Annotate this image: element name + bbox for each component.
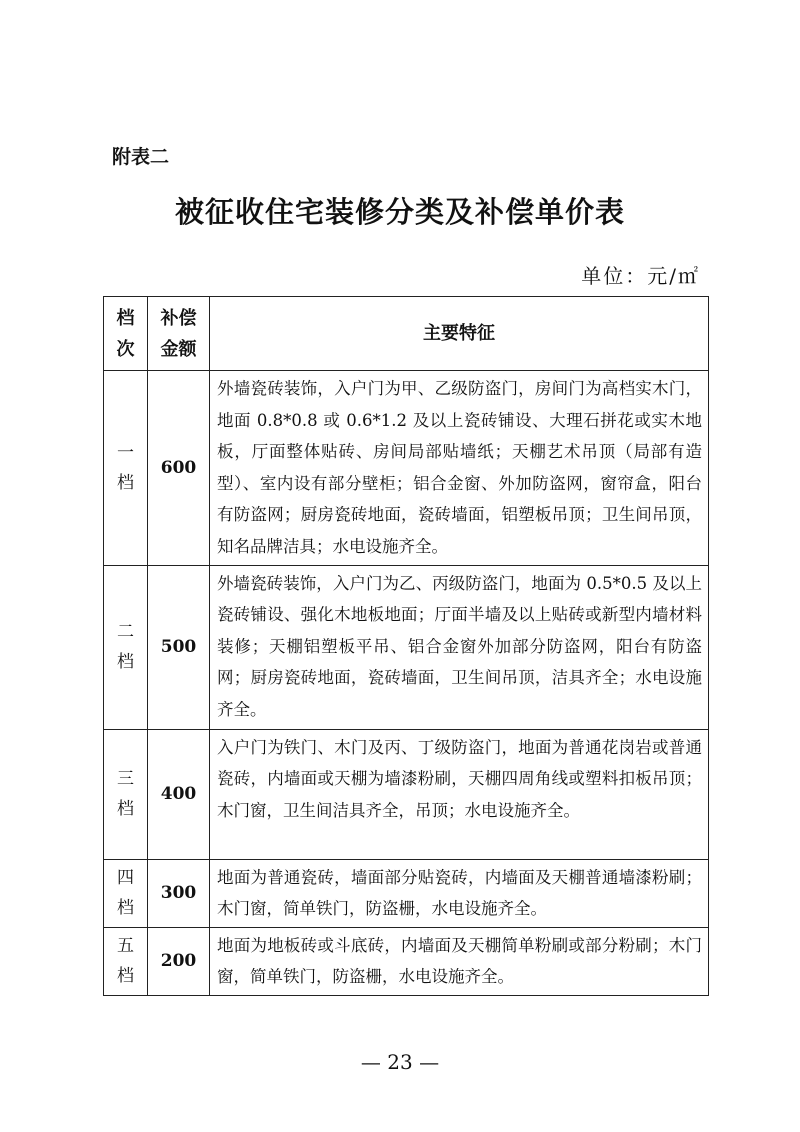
features-cell: 地面为地板砖或斗底砖，内墙面及天棚简单粉刷或部分粉刷；木门窗，简单铁门，防盗栅，水电设施齐全。	[210, 927, 709, 995]
table-row	[104, 371, 709, 566]
table-header-row	[104, 297, 709, 371]
table-row	[104, 565, 709, 729]
header-amount	[148, 297, 210, 371]
grade-char: 档	[117, 799, 134, 820]
page-title: 被征收住宅装修分类及补偿单价表	[174, 195, 625, 229]
header-amount-line1: 补偿	[160, 307, 197, 329]
grade-char: 档	[117, 966, 134, 987]
table-row	[104, 729, 709, 859]
amount-cell: 500	[148, 565, 210, 729]
amount-cell: 200	[148, 927, 210, 995]
grade-cell	[104, 371, 148, 566]
page-number: — 23 —	[360, 1050, 440, 1074]
grade-char: 档	[117, 652, 134, 673]
grade-char: 四	[117, 868, 134, 889]
table-row	[104, 927, 709, 995]
grade-char: 档	[117, 472, 134, 493]
amount-cell: 600	[148, 371, 210, 566]
header-grade	[104, 297, 148, 371]
grade-char: 五	[117, 936, 134, 957]
grade-cell	[104, 859, 148, 927]
grade-cell	[104, 565, 148, 729]
grade-char: 档	[117, 898, 134, 919]
header-grade-line2: 次	[116, 338, 135, 360]
features-cell: 外墙瓷砖装饰，入户门为乙、丙级防盗门，地面为 0.5*0.5 及以上瓷砖铺设、强化木地板地面；厅面半墙及以上贴砖或新型内墙材料装修；天棚铝塑板平吊、铝合金窗外加部分防盗网，阳台有防盗网；厨房瓷砖地面，瓷砖墙面，卫生间吊顶，洁具齐全；水电设施齐全。	[210, 565, 709, 729]
amount-cell: 300	[148, 859, 210, 927]
amount-cell: 400	[148, 729, 210, 859]
grade-char: 一	[117, 442, 134, 463]
unit-label: 单位：元/㎡	[581, 264, 700, 288]
grade-char: 三	[117, 769, 134, 790]
header-features: 主要特征	[210, 297, 709, 371]
grade-char: 二	[117, 622, 134, 643]
features-cell: 外墙瓷砖装饰，入户门为甲、乙级防盗门，房间门为高档实木门，地面 0.8*0.8 或 0.6*1.2 及以上瓷砖铺设、大理石拼花或实木地板，厅面整体贴砖、房间局部贴墙纸；天棚艺术吊顶（局部有造型）、室内设有部分壁柜；铝合金窗、外加防盗网，窗帘盒，阳台有防盗网；厨房瓷砖地面，瓷砖墙面，铝塑板吊顶；卫生间吊顶，知名品牌洁具；水电设施齐全。	[210, 371, 709, 566]
grade-cell	[104, 729, 148, 859]
table-row	[104, 859, 709, 927]
features-cell: 入户门为铁门、木门及丙、丁级防盗门，地面为普通花岗岩或普通瓷砖，内墙面或天棚为墙漆粉刷，天棚四周角线或塑料扣板吊顶；木门窗，卫生间洁具齐全，吊顶；水电设施齐全。	[210, 729, 709, 859]
header-grade-line1: 档	[116, 307, 135, 329]
appendix-label: 附表二	[112, 146, 170, 168]
grade-cell	[104, 927, 148, 995]
header-amount-line2: 金额	[160, 338, 197, 360]
features-cell: 地面为普通瓷砖，墙面部分贴瓷砖，内墙面及天棚普通墙漆粉刷；木门窗，简单铁门，防盗栅，水电设施齐全。	[210, 859, 709, 927]
compensation-table	[103, 296, 709, 996]
